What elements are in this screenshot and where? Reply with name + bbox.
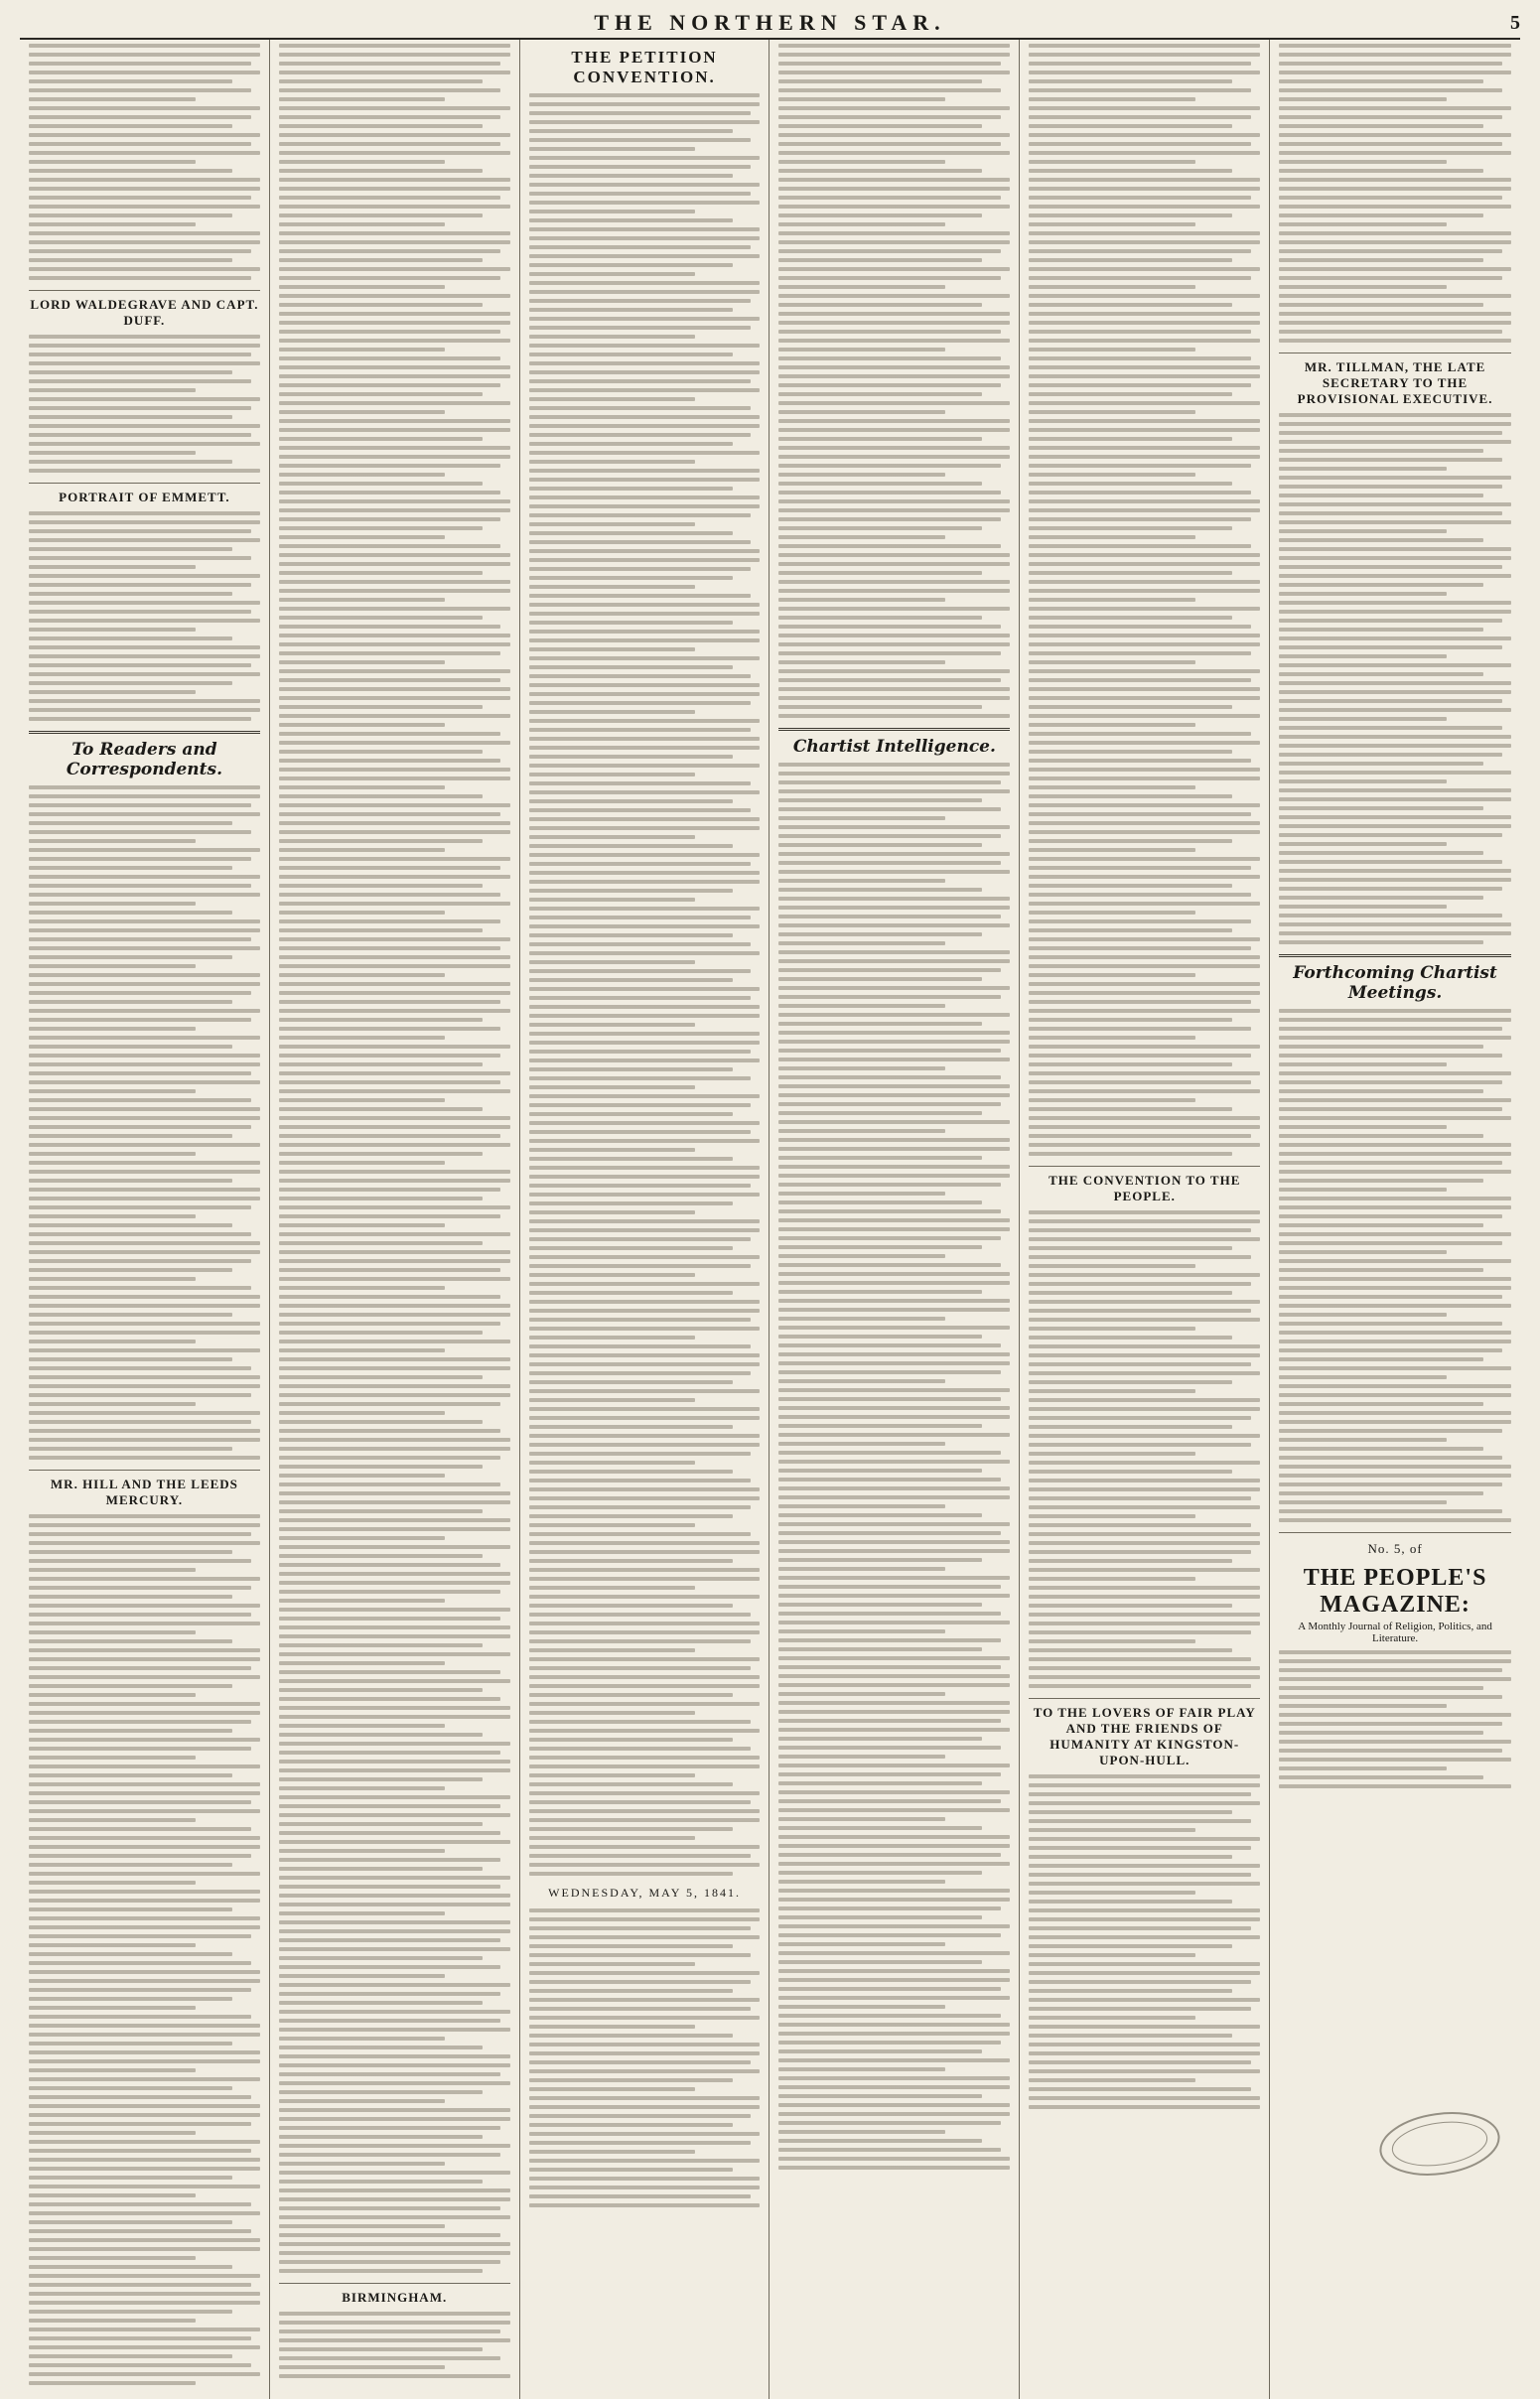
article-petition-convention bbox=[529, 48, 761, 1876]
text-block bbox=[1029, 1210, 1260, 1688]
text-block bbox=[29, 785, 260, 1460]
text-block bbox=[778, 44, 1010, 718]
text-block bbox=[1279, 44, 1511, 343]
text-block bbox=[29, 335, 260, 473]
divider bbox=[279, 2283, 510, 2284]
text-block bbox=[1029, 1774, 1260, 2109]
text-block bbox=[279, 44, 510, 2273]
newspaper-title: THE NORTHERN STAR. bbox=[594, 10, 946, 35]
column-grid bbox=[20, 40, 1520, 2305]
article-heading: THE PETITION CONVENTION. bbox=[571, 48, 718, 86]
text-block bbox=[1279, 413, 1511, 944]
double-divider bbox=[1279, 954, 1511, 957]
text-block bbox=[29, 1514, 260, 2385]
article-birmingham bbox=[279, 2290, 510, 2378]
article-opening-text bbox=[29, 44, 260, 280]
article-lord-waldegrave bbox=[29, 297, 260, 473]
text-block bbox=[1029, 44, 1260, 1156]
article-heading: LORD WALDEGRAVE AND CAPT. DUFF. bbox=[30, 297, 259, 328]
article-mr-hill bbox=[29, 1477, 260, 2385]
article-heading: MR. HILL AND THE LEEDS MERCURY. bbox=[50, 1477, 238, 1507]
date-heading: WEDNESDAY, MAY 5, 1841. bbox=[548, 1886, 741, 1900]
divider bbox=[29, 1470, 260, 1471]
text-block bbox=[529, 1908, 761, 2207]
article-heading: BIRMINGHAM. bbox=[342, 2290, 448, 2305]
article-heading: MR. TILLMAN, THE LATE SECRETARY TO THE PROVISIONAL EXECUTIVE. bbox=[1297, 359, 1493, 406]
article-heading: PORTRAIT OF EMMETT. bbox=[59, 490, 230, 504]
forthcoming-meetings bbox=[1279, 963, 1511, 1522]
advert-peoples-magazine bbox=[1279, 1541, 1511, 1788]
section-heading: To Readers and Correspondents. bbox=[66, 740, 222, 779]
text-block bbox=[1279, 1009, 1511, 1522]
column-1 bbox=[20, 40, 270, 2399]
masthead bbox=[20, 8, 1520, 40]
section-heading: Chartist Intelligence. bbox=[792, 737, 996, 757]
double-divider bbox=[29, 731, 260, 734]
article-mr-tillman bbox=[1279, 359, 1511, 944]
advert-subtitle: A Monthly Journal of Religion, Politics, and Literature. bbox=[1298, 1621, 1492, 1644]
column-3 bbox=[520, 40, 770, 2399]
section-heading: Forthcoming Chartist Meetings. bbox=[1293, 963, 1497, 1003]
column-2 bbox=[270, 40, 520, 2399]
chartist-intelligence bbox=[778, 737, 1010, 2170]
letter-continued bbox=[1279, 44, 1511, 343]
divider bbox=[29, 290, 260, 291]
column-5 bbox=[1020, 40, 1270, 2399]
text-block bbox=[778, 763, 1010, 2170]
column-6 bbox=[1270, 40, 1520, 2399]
article-convention-to-people bbox=[1029, 1173, 1260, 1688]
article-heading: TO THE LOVERS OF FAIR PLAY AND THE FRIENDS OF HUMANITY AT KINGSTON-UPON-HULL. bbox=[1033, 1705, 1256, 1767]
article-continued bbox=[778, 44, 1010, 718]
advert-title: THE PEOPLE'S MAGAZINE: bbox=[1303, 1565, 1487, 1618]
text-block bbox=[29, 44, 260, 280]
article-wednesday-proceedings bbox=[529, 1908, 761, 2207]
readers-correspondents bbox=[29, 740, 260, 1460]
double-divider bbox=[778, 728, 1010, 731]
divider bbox=[1029, 1698, 1260, 1699]
text-block bbox=[279, 2312, 510, 2378]
article-lovers-of-fair-play bbox=[1029, 1705, 1260, 2109]
text-block bbox=[29, 511, 260, 721]
advert-number: No. 5, of bbox=[1367, 1541, 1423, 1556]
article-heading: THE CONVENTION TO THE PEOPLE. bbox=[1049, 1173, 1241, 1203]
text-block bbox=[529, 93, 761, 1876]
chartist-intelligence-continued bbox=[1029, 44, 1260, 1156]
column-4 bbox=[770, 40, 1020, 2399]
letters-continued bbox=[279, 44, 510, 2273]
divider bbox=[29, 483, 260, 484]
text-block bbox=[1279, 1650, 1511, 1788]
divider bbox=[1279, 1532, 1511, 1533]
article-portrait-emmett bbox=[29, 490, 260, 721]
divider bbox=[1029, 1166, 1260, 1167]
page-number: 5 bbox=[1510, 11, 1520, 34]
